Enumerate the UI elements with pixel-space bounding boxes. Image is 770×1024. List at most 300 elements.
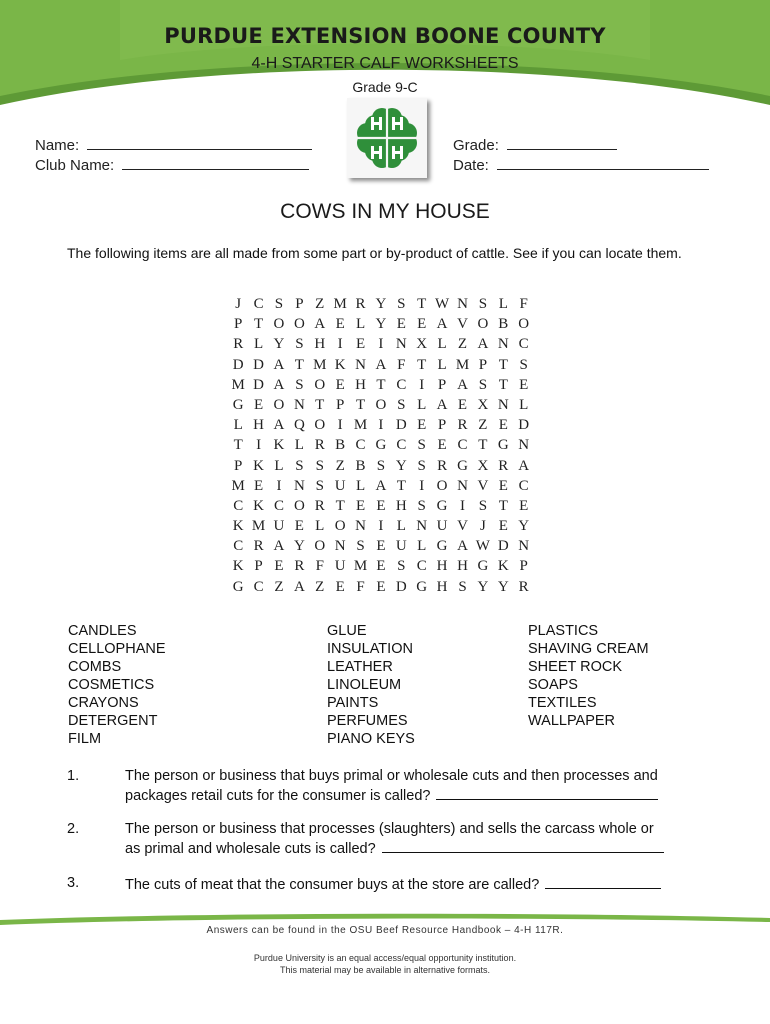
puzzle-letter[interactable]: L [315, 518, 325, 535]
puzzle-row [228, 296, 534, 316]
puzzle-letter[interactable]: Y [395, 457, 407, 474]
question-text-line: as primal and wholesale cuts is called? [125, 841, 376, 857]
puzzle-letter[interactable]: F [519, 296, 528, 312]
puzzle-letter[interactable]: Y [518, 518, 530, 535]
question-text-line: packages retail cuts for the consumer is called? [125, 788, 431, 804]
puzzle-letter[interactable]: N [355, 518, 366, 535]
puzzle-letter[interactable]: W [475, 538, 490, 555]
puzzle-letter[interactable]: R [355, 296, 366, 312]
question-number: 1. [67, 768, 80, 784]
puzzle-letter[interactable]: L [417, 538, 427, 555]
puzzle-letter[interactable]: C [457, 437, 468, 454]
puzzle-letter[interactable]: O [477, 316, 489, 333]
puzzle-letter[interactable]: W [435, 296, 450, 312]
puzzle-letter[interactable]: Z [315, 578, 325, 595]
puzzle-letter[interactable]: O [314, 376, 326, 393]
puzzle-letter[interactable]: D [395, 417, 407, 434]
word-list-item: SHEET ROCK [528, 659, 623, 675]
puzzle-letter[interactable]: C [416, 558, 427, 575]
puzzle-letter[interactable]: G [436, 538, 448, 555]
puzzle-letter[interactable]: P [234, 457, 243, 474]
puzzle-letter[interactable]: U [273, 518, 285, 535]
puzzle-letter[interactable]: C [233, 497, 244, 514]
puzzle-letter[interactable]: S [478, 296, 488, 312]
puzzle-letter[interactable]: Y [375, 296, 387, 312]
puzzle-letter[interactable]: L [437, 336, 447, 353]
puzzle-letter[interactable]: V [457, 316, 468, 333]
word-list-item: SOAPS [528, 677, 578, 693]
puzzle-letter[interactable]: L [417, 396, 427, 413]
puzzle-letter[interactable]: L [294, 437, 304, 454]
puzzle-letter[interactable]: N [416, 518, 428, 535]
puzzle-letter[interactable]: T [376, 376, 386, 393]
puzzle-letter[interactable]: A [457, 538, 468, 555]
puzzle-row [228, 336, 534, 356]
puzzle-letter[interactable]: T [233, 437, 243, 454]
answer-blank[interactable] [382, 838, 664, 853]
puzzle-letter[interactable]: E [335, 578, 345, 595]
puzzle-letter[interactable]: C [273, 497, 284, 514]
word-list-item: WALLPAPER [528, 713, 616, 729]
puzzle-letter[interactable]: D [253, 376, 264, 393]
puzzle-letter[interactable]: O [273, 316, 285, 333]
puzzle-letter[interactable]: V [457, 518, 468, 535]
puzzle-letter[interactable]: N [293, 477, 305, 494]
section-title: COWS IN MY HOUSE [280, 200, 490, 223]
footer-eo-line: Purdue University is an equal access/equal opportunity institution. [253, 953, 517, 963]
puzzle-letter[interactable]: Z [457, 336, 468, 353]
puzzle-letter[interactable]: I [459, 497, 465, 514]
answer-blank[interactable] [436, 785, 658, 800]
puzzle-letter[interactable]: S [519, 356, 528, 373]
puzzle-letter[interactable]: E [498, 477, 508, 494]
question-text-line: The person or business that processes (slaughters) and sells the carcass whole or [125, 821, 654, 837]
puzzle-letter[interactable]: P [437, 376, 447, 393]
word-list-item: COMBS [68, 659, 122, 675]
puzzle-letter[interactable]: S [417, 437, 426, 454]
puzzle-letter[interactable]: D [497, 538, 509, 555]
puzzle-letter[interactable]: R [437, 457, 448, 474]
name-input-line[interactable] [87, 135, 312, 150]
puzzle-row [228, 417, 534, 437]
puzzle-letter[interactable]: S [478, 376, 488, 393]
puzzle-letter[interactable]: Z [274, 578, 284, 595]
grade-field[interactable] [453, 135, 617, 154]
footer-answers-note: Answers can be found in the OSU Beef Resource Handbook – 4-H 117R. [206, 925, 564, 936]
puzzle-letter[interactable]: L [437, 356, 447, 373]
puzzle-letter[interactable]: E [498, 518, 508, 535]
word-list-item: SHAVING CREAM [528, 641, 649, 657]
puzzle-letter[interactable]: S [397, 558, 406, 575]
word-search-grid [228, 296, 534, 599]
puzzle-letter[interactable]: A [436, 396, 448, 413]
word-list-column-3 [528, 622, 649, 730]
puzzle-letter[interactable]: G [416, 578, 428, 595]
puzzle-letter[interactable]: P [437, 417, 447, 434]
puzzle-letter[interactable]: N [497, 336, 509, 353]
question-1 [67, 767, 707, 807]
puzzle-letter[interactable]: L [498, 296, 508, 312]
puzzle-letter[interactable]: S [417, 457, 426, 474]
puzzle-letter[interactable]: A [293, 578, 305, 595]
puzzle-letter[interactable]: E [417, 417, 427, 434]
puzzle-letter[interactable]: L [355, 316, 366, 333]
puzzle-letter[interactable]: I [378, 417, 384, 434]
puzzle-row [228, 478, 534, 498]
puzzle-letter[interactable]: G [232, 578, 244, 595]
club-name-label: Club Name: [35, 157, 115, 174]
puzzle-letter[interactable]: S [274, 296, 284, 312]
puzzle-row [228, 579, 534, 599]
puzzle-letter[interactable]: P [295, 296, 304, 312]
puzzle-row [228, 518, 534, 538]
puzzle-letter[interactable]: A [436, 316, 448, 333]
puzzle-letter[interactable]: R [233, 336, 244, 353]
puzzle-letter[interactable]: E [396, 316, 406, 333]
puzzle-letter[interactable]: A [477, 336, 489, 353]
question-2 [67, 820, 707, 860]
puzzle-letter[interactable]: O [436, 477, 448, 494]
puzzle-row [228, 437, 534, 457]
name-label: Name: [35, 137, 80, 154]
puzzle-letter[interactable]: L [396, 518, 406, 535]
word-list-item: FILM [68, 731, 102, 747]
puzzle-letter[interactable]: A [273, 356, 285, 373]
puzzle-letter[interactable]: F [315, 558, 324, 575]
puzzle-letter[interactable]: T [315, 396, 325, 413]
question-text-line: The person or business that buys primal or wholesale cuts and then processes and [125, 768, 658, 784]
puzzle-letter[interactable]: C [518, 477, 529, 494]
puzzle-letter[interactable]: T [294, 356, 304, 373]
puzzle-letter[interactable]: T [335, 497, 345, 514]
puzzle-letter[interactable]: N [355, 356, 366, 373]
puzzle-letter[interactable]: C [355, 437, 366, 454]
puzzle-letter[interactable]: G [436, 497, 448, 514]
puzzle-letter[interactable]: M [353, 417, 368, 434]
puzzle-letter[interactable]: P [335, 396, 345, 413]
puzzle-letter[interactable]: S [295, 336, 304, 353]
club-name-field[interactable] [35, 155, 309, 174]
puzzle-letter[interactable]: S [315, 477, 324, 494]
puzzle-letter[interactable]: J [235, 296, 242, 312]
puzzle-letter[interactable]: Y [497, 578, 509, 595]
puzzle-letter[interactable]: K [253, 457, 264, 474]
puzzle-letter[interactable]: S [397, 396, 406, 413]
puzzle-letter[interactable]: D [395, 578, 407, 595]
puzzle-row [228, 498, 534, 518]
date-label: Date: [453, 157, 489, 174]
puzzle-letter[interactable]: E [376, 578, 386, 595]
puzzle-letter[interactable]: E [355, 336, 366, 353]
club-name-input-line[interactable] [122, 155, 309, 170]
puzzle-letter[interactable]: O [273, 396, 285, 413]
puzzle-letter[interactable]: E [437, 437, 447, 454]
puzzle-letter[interactable]: O [293, 316, 305, 333]
answer-blank[interactable] [545, 874, 661, 889]
puzzle-letter[interactable]: T [478, 437, 488, 454]
puzzle-letter[interactable]: L [254, 336, 264, 353]
date-input-line[interactable] [497, 155, 709, 170]
puzzle-letter[interactable]: T [498, 497, 508, 514]
puzzle-letter[interactable]: E [254, 396, 264, 413]
word-list-column-2 [327, 622, 415, 748]
puzzle-letter[interactable]: G [497, 437, 509, 454]
puzzle-letter[interactable]: I [337, 336, 343, 353]
puzzle-letter[interactable]: S [315, 457, 324, 474]
puzzle-letter[interactable]: T [498, 376, 508, 393]
puzzle-letter[interactable]: T [355, 396, 366, 413]
puzzle-letter[interactable]: L [519, 396, 529, 413]
puzzle-letter[interactable]: E [254, 477, 264, 494]
puzzle-letter[interactable]: A [457, 376, 468, 393]
footer-equal-opportunity [0, 952, 770, 976]
puzzle-row [228, 377, 534, 397]
puzzle-letter[interactable]: C [518, 336, 529, 353]
puzzle-letter[interactable]: Y [273, 336, 285, 353]
puzzle-letter[interactable]: C [253, 296, 264, 312]
intro-paragraph: The following items are all made from some part or by-product of cattle. See if you can locate them. [67, 245, 682, 261]
word-list-item: LEATHER [327, 659, 393, 675]
puzzle-letter[interactable]: N [293, 396, 305, 413]
puzzle-letter[interactable]: K [497, 558, 509, 575]
puzzle-letter[interactable]: I [419, 477, 425, 494]
four-h-logo [347, 98, 427, 178]
puzzle-letter[interactable]: H [457, 558, 468, 575]
puzzle-letter[interactable]: M [313, 356, 327, 373]
puzzle-letter[interactable]: A [273, 538, 285, 555]
puzzle-letter[interactable]: E [519, 376, 529, 393]
puzzle-letter[interactable]: G [457, 457, 468, 474]
puzzle-letter[interactable]: S [478, 497, 488, 514]
question-text-line: The cuts of meat that the consumer buys at the store are called? [125, 877, 540, 893]
puzzle-letter[interactable]: H [253, 417, 264, 434]
puzzle-letter[interactable]: Q [293, 417, 305, 434]
puzzle-letter[interactable]: U [395, 538, 407, 555]
puzzle-letter[interactable]: T [498, 356, 508, 373]
puzzle-letter[interactable]: Y [375, 316, 387, 333]
word-list-item: DETERGENT [68, 713, 158, 729]
puzzle-letter[interactable]: X [477, 457, 489, 474]
puzzle-letter[interactable]: U [334, 477, 346, 494]
puzzle-letter[interactable]: O [293, 497, 305, 514]
puzzle-row [228, 316, 534, 336]
puzzle-letter[interactable]: E [355, 497, 366, 514]
puzzle-letter[interactable]: G [477, 558, 489, 575]
puzzle-letter[interactable]: T [417, 296, 427, 312]
puzzle-letter[interactable]: A [273, 376, 285, 393]
puzzle-letter[interactable]: D [253, 356, 264, 373]
puzzle-letter[interactable]: I [337, 417, 343, 434]
puzzle-letter[interactable]: D [518, 417, 530, 434]
puzzle-letter[interactable]: O [314, 538, 326, 555]
puzzle-letter[interactable]: S [356, 538, 365, 555]
puzzle-letter[interactable]: T [417, 356, 427, 373]
puzzle-letter[interactable]: M [251, 518, 266, 535]
puzzle-letter[interactable]: I [378, 336, 384, 353]
puzzle-letter[interactable]: E [335, 316, 345, 333]
puzzle-letter[interactable]: Z [315, 296, 325, 312]
word-list-item: CRAYONS [68, 695, 139, 711]
puzzle-letter[interactable]: S [417, 497, 426, 514]
word-list-item: COSMETICS [68, 677, 155, 693]
puzzle-letter[interactable]: K [232, 518, 244, 535]
puzzle-letter[interactable]: A [273, 417, 285, 434]
puzzle-letter[interactable]: S [295, 376, 304, 393]
puzzle-letter[interactable]: J [479, 518, 486, 535]
document-subtitle: 4-H STARTER CALF WORKSHEETS [251, 55, 519, 72]
puzzle-letter[interactable]: E [457, 396, 468, 413]
puzzle-letter[interactable]: E [274, 558, 284, 575]
puzzle-letter[interactable]: M [231, 477, 245, 494]
puzzle-letter[interactable]: G [375, 437, 387, 454]
date-field[interactable] [453, 155, 709, 174]
puzzle-letter[interactable]: A [375, 356, 387, 373]
puzzle-letter[interactable]: M [455, 356, 470, 373]
puzzle-letter[interactable]: H [314, 336, 326, 353]
puzzle-letter[interactable]: A [375, 477, 387, 494]
puzzle-letter[interactable]: K [334, 356, 346, 373]
puzzle-letter[interactable]: P [254, 558, 263, 575]
puzzle-letter[interactable]: M [333, 296, 347, 312]
clover-icon [347, 98, 427, 178]
puzzle-letter[interactable]: U [436, 518, 448, 535]
puzzle-letter[interactable]: B [335, 437, 346, 454]
puzzle-letter[interactable]: S [397, 296, 406, 312]
puzzle-row [228, 458, 534, 478]
puzzle-letter[interactable]: X [477, 396, 489, 413]
puzzle-row [228, 397, 534, 417]
puzzle-letter[interactable]: B [355, 457, 366, 474]
word-list-item: GLUE [327, 623, 367, 639]
grade-input-line[interactable] [507, 135, 617, 150]
puzzle-letter[interactable]: D [232, 356, 244, 373]
puzzle-letter[interactable]: U [334, 558, 346, 575]
puzzle-letter[interactable]: I [256, 437, 262, 454]
puzzle-letter[interactable]: N [334, 538, 346, 555]
puzzle-letter[interactable]: R [294, 558, 305, 575]
puzzle-letter[interactable]: T [396, 477, 406, 494]
puzzle-letter[interactable]: C [396, 437, 407, 454]
puzzle-row [228, 558, 534, 578]
puzzle-letter[interactable]: L [233, 417, 243, 434]
puzzle-row [228, 538, 534, 558]
puzzle-letter[interactable]: P [478, 356, 488, 373]
question-number: 2. [67, 821, 80, 837]
document-title: PURDUE EXTENSION BOONE COUNTY [164, 24, 606, 48]
puzzle-letter[interactable]: A [314, 316, 326, 333]
puzzle-letter[interactable]: K [232, 558, 244, 575]
puzzle-letter[interactable]: F [356, 578, 365, 595]
word-list-item: LINOLEUM [327, 677, 402, 693]
puzzle-letter[interactable]: E [335, 376, 345, 393]
puzzle-letter[interactable]: R [498, 457, 509, 474]
puzzle-letter[interactable]: G [232, 396, 244, 413]
question-3 [67, 874, 707, 894]
puzzle-letter[interactable]: A [518, 457, 530, 474]
puzzle-letter[interactable]: Y [477, 578, 489, 595]
word-list-item: PIANO KEYS [327, 731, 415, 747]
puzzle-letter[interactable]: B [498, 316, 509, 333]
puzzle-letter[interactable]: S [295, 457, 304, 474]
word-list-item: CANDLES [68, 623, 137, 639]
puzzle-letter[interactable]: R [457, 417, 468, 434]
puzzle-letter[interactable]: P [519, 558, 528, 575]
puzzle-letter[interactable]: F [397, 356, 406, 373]
name-field[interactable] [35, 135, 312, 154]
puzzle-letter[interactable]: H [436, 578, 448, 595]
puzzle-letter[interactable]: E [294, 518, 304, 535]
puzzle-letter[interactable]: S [376, 457, 386, 474]
word-list-item: PLASTICS [528, 623, 599, 639]
puzzle-letter[interactable]: C [253, 578, 264, 595]
puzzle-letter[interactable]: R [253, 538, 264, 555]
puzzle-letter[interactable]: N [457, 477, 468, 494]
puzzle-letter[interactable]: E [417, 316, 427, 333]
grade-label: Grade: [453, 137, 499, 154]
puzzle-letter[interactable]: H [436, 558, 448, 575]
puzzle-letter[interactable]: N [497, 396, 509, 413]
puzzle-letter[interactable]: E [519, 497, 529, 514]
puzzle-letter[interactable]: R [518, 578, 529, 595]
puzzle-letter[interactable]: N [395, 336, 407, 353]
puzzle-letter[interactable]: R [314, 497, 325, 514]
puzzle-letter[interactable]: L [274, 457, 284, 474]
question-number: 3. [67, 875, 80, 891]
grade-level-label: Grade 9-C [352, 79, 418, 95]
word-list-item: TEXTILES [528, 695, 597, 711]
word-list-item: CELLOPHANE [68, 641, 166, 657]
puzzle-letter[interactable]: S [458, 578, 467, 595]
puzzle-letter[interactable]: R [314, 437, 325, 454]
puzzle-letter[interactable]: Z [335, 457, 345, 474]
puzzle-letter[interactable]: L [355, 477, 366, 494]
word-list-item: PERFUMES [327, 713, 408, 729]
puzzle-letter[interactable]: K [253, 497, 264, 514]
puzzle-letter[interactable]: C [396, 376, 407, 393]
puzzle-letter[interactable]: I [276, 477, 282, 494]
puzzle-letter[interactable]: X [416, 336, 428, 353]
puzzle-letter[interactable]: E [376, 558, 386, 575]
puzzle-row [228, 357, 534, 377]
puzzle-letter[interactable]: V [477, 477, 489, 494]
puzzle-letter[interactable]: C [233, 538, 244, 555]
puzzle-letter[interactable]: O [334, 518, 346, 535]
puzzle-letter[interactable]: O [375, 396, 387, 413]
puzzle-letter[interactable]: K [273, 437, 285, 454]
puzzle-letter[interactable]: P [234, 316, 243, 333]
puzzle-letter[interactable]: H [355, 376, 366, 393]
word-list-item: INSULATION [327, 641, 413, 657]
puzzle-letter[interactable]: O [518, 316, 530, 333]
puzzle-letter[interactable]: E [376, 538, 386, 555]
puzzle-letter[interactable]: Z [478, 417, 488, 434]
puzzle-letter[interactable]: E [498, 417, 508, 434]
puzzle-letter[interactable]: N [457, 296, 468, 312]
puzzle-letter[interactable]: I [419, 376, 425, 393]
puzzle-letter[interactable]: M [231, 376, 245, 393]
puzzle-letter[interactable]: M [353, 558, 368, 575]
puzzle-letter[interactable]: I [378, 518, 384, 535]
puzzle-letter[interactable]: Y [293, 538, 305, 555]
puzzle-letter[interactable]: N [518, 437, 530, 454]
puzzle-letter[interactable]: H [395, 497, 407, 514]
word-list-item: PAINTS [327, 695, 379, 711]
puzzle-letter[interactable]: N [518, 538, 530, 555]
puzzle-letter[interactable]: E [376, 497, 386, 514]
puzzle-letter[interactable]: T [254, 316, 264, 333]
footer-eo-line: This material may be available in alternative formats. [279, 965, 491, 975]
puzzle-letter[interactable]: O [314, 417, 326, 434]
